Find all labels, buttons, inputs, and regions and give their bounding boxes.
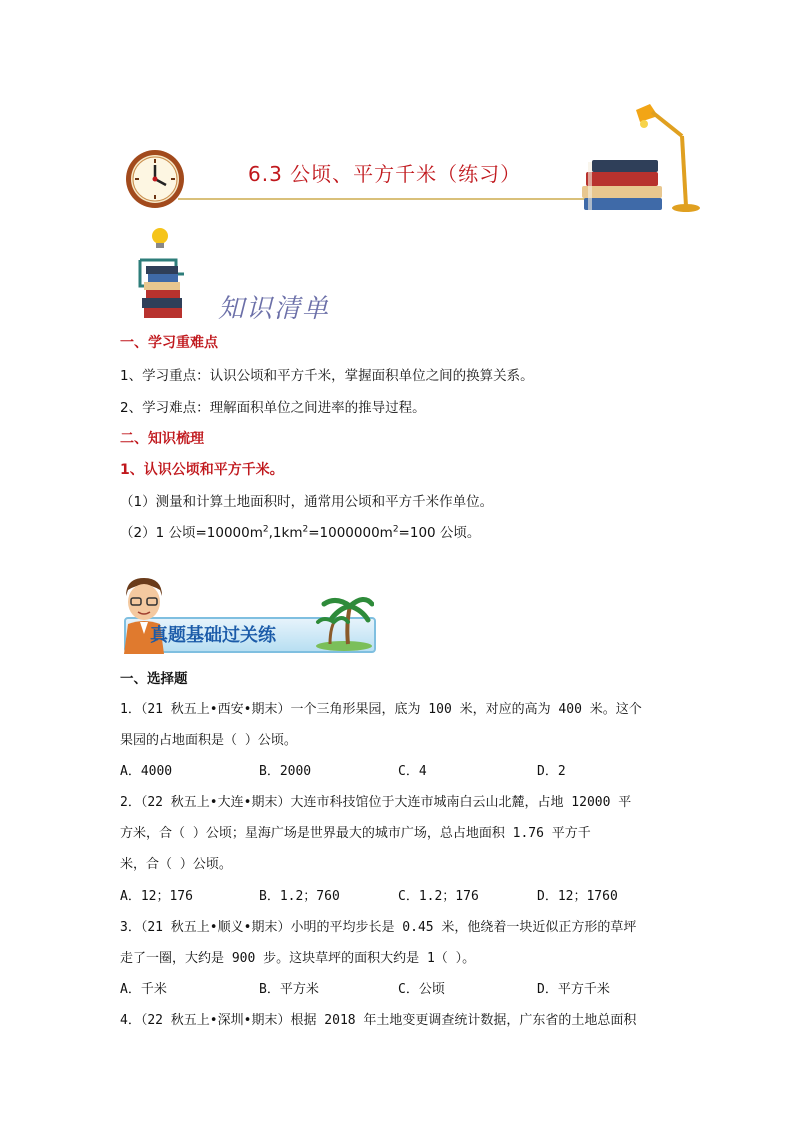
question-2-line-2: 方米，合（ ）公顷；星海广场是世界最大的城市广场，总占地面积 1.76 平方千: [120, 826, 591, 841]
books-lamp-icon: [578, 102, 708, 214]
q2-option-b: B．1.2；760: [259, 889, 340, 904]
q1-option-a: A．4000: [120, 764, 173, 779]
list-item: （1）测量和计算土地面积时，通常用公顷和平方千米作单位。: [120, 494, 494, 510]
q1-option-b: B．2000: [259, 764, 312, 779]
section-heading-key-points: 一、学习重难点: [120, 335, 218, 351]
question-1-line-1: 1．（21 秋五上•西安•期末）一个三角形果园，底为 100 米，对应的高为 400 米。这个: [120, 702, 642, 717]
q3-option-b: B．平方米: [259, 982, 319, 997]
q2-option-d: D．12；1760: [537, 889, 618, 904]
q1-option-c: C．4: [398, 764, 427, 779]
question-3-line-1: 3．（21 秋五上•顺义•期末）小明的平均步长是 0.45 米，他绕着一块近似正方形的草坪: [120, 920, 637, 935]
question-2-line-1: 2．（22 秋五上•大连•期末）大连市科技馆位于大连市城南白云山北麓，占地 12000 平: [120, 795, 632, 810]
list-item: 1、学习重点：认识公顷和平方千米，掌握面积单位之间的换算关系。: [120, 368, 534, 384]
clock-icon: [124, 148, 186, 210]
title-divider: [178, 198, 608, 200]
palm-tree-icon: [314, 594, 374, 652]
q2-option-c: C．1.2；176: [398, 889, 479, 904]
q3-option-c: C．公顷: [398, 982, 445, 997]
page-title: 6.3 公顷、平方千米（练习）: [248, 162, 522, 186]
list-item: 2、学习难点：理解面积单位之间进率的推导过程。: [120, 400, 426, 416]
question-1-line-2: 果园的占地面积是（ ）公顷。: [120, 733, 297, 748]
q3-option-d: D．平方千米: [537, 982, 610, 997]
question-3-line-2: 走了一圈，大约是 900 步。这块草坪的面积大约是 1（ ）。: [120, 951, 476, 966]
question-4-line-1: 4．（22 秋五上•深圳•期末）根据 2018 年土地变更调查统计数据，广东省的土地总面积: [120, 1013, 637, 1028]
section-heading-choice: 一、选择题: [120, 671, 188, 687]
q1-option-d: D．2: [537, 764, 566, 779]
books-bulb-icon: [136, 226, 220, 322]
q2-option-a: A．12；176: [120, 889, 193, 904]
knowledge-badge: 知识清单: [218, 294, 331, 324]
section-heading-knowledge: 二、知识梳理: [120, 431, 204, 447]
subheading-units: 1、认识公顷和平方千米。: [120, 462, 284, 478]
practice-banner-title: 真题基础过关练: [150, 625, 276, 646]
list-item-conversion: （2）1 公顷$=10000m^2,1km^2=1000000m^2=100$ 公顷。: [120, 524, 481, 541]
question-2-line-3: 米，合（ ）公顷。: [120, 857, 232, 872]
q3-option-a: A．千米: [120, 982, 167, 997]
